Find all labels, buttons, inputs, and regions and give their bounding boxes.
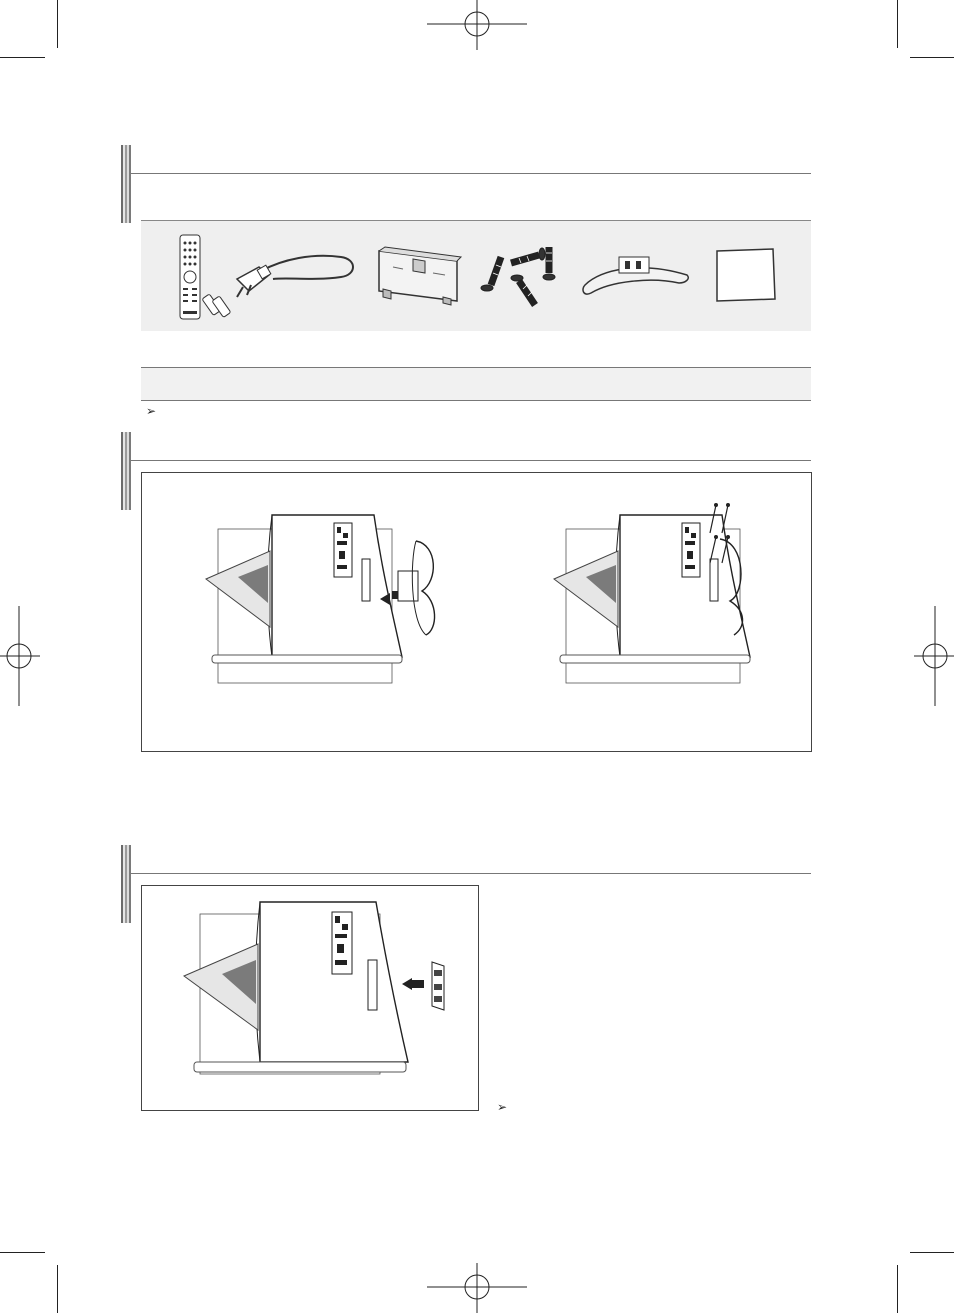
bracket-cover-icon <box>373 241 463 311</box>
crop-mark-bottom-right-v <box>897 1265 898 1313</box>
tv-screw-stand-illustration <box>550 503 790 691</box>
power-cord-icon <box>233 249 363 309</box>
section-rule-accessories <box>131 173 811 174</box>
crop-mark-top-left-h <box>0 57 45 58</box>
cleaning-cloth-icon <box>711 245 781 305</box>
registration-mark-top-icon <box>427 0 527 50</box>
accessory-panel <box>141 220 811 331</box>
cover-installation-figure <box>141 885 479 1111</box>
section-marker-cover <box>121 845 131 923</box>
registration-mark-right-icon <box>914 606 954 706</box>
crop-mark-top-right-h <box>910 57 954 58</box>
section-marker-accessories <box>121 145 131 223</box>
section-rule-stand <box>131 460 811 461</box>
crop-mark-bottom-right-h <box>910 1252 954 1253</box>
crop-mark-top-right-v <box>897 0 898 48</box>
crop-mark-bottom-left-v <box>57 1265 58 1313</box>
tv-attach-cover-illustration <box>180 900 470 1100</box>
crop-mark-top-left-v <box>57 0 58 48</box>
accessory-table-strip <box>141 367 811 401</box>
crop-mark-bottom-left-h <box>0 1252 45 1253</box>
screws-icon <box>479 241 569 313</box>
note-marker-2: ➢ <box>497 1100 508 1114</box>
remote-control-icon <box>175 233 235 323</box>
section-rule-cover <box>131 873 811 874</box>
section-marker-stand <box>121 432 131 510</box>
stand-base-icon <box>581 251 693 301</box>
registration-mark-left-icon <box>0 606 40 706</box>
stand-installation-figure <box>141 472 812 752</box>
note-marker-1: ➢ <box>146 404 157 418</box>
tv-attach-stand-illustration <box>202 511 442 691</box>
registration-mark-bottom-icon <box>427 1263 527 1313</box>
